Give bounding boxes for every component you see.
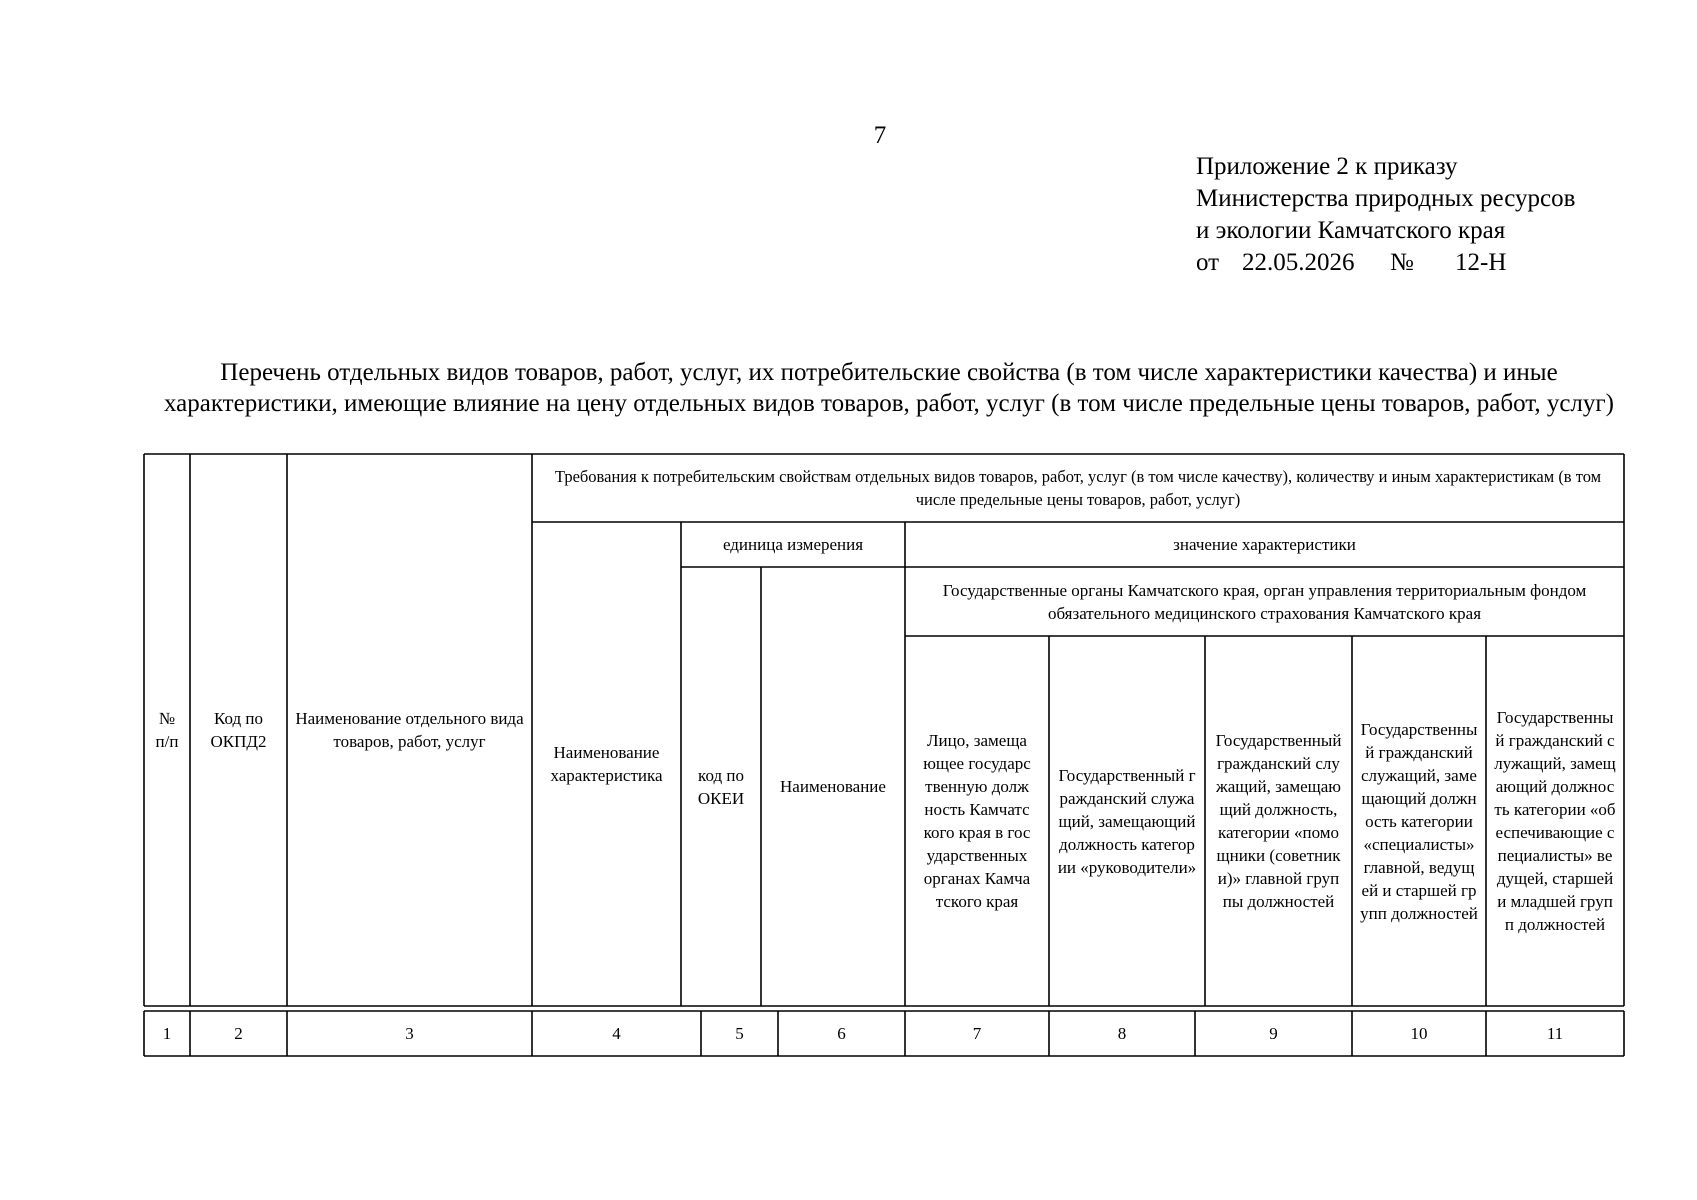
col-number-6: 6 <box>837 1024 846 1043</box>
appendix-line-2: Министерства природных ресурсов <box>1196 185 1576 212</box>
header-col-11: Государственный гражданский служащий, замещающий должность категории «обеспечивающие специалисты» ведущей, старшей и младшей групп должностей <box>1494 708 1616 934</box>
header-col-8: Государственный гражданский служащий, замещающий должность категории «руководители» <box>1057 765 1197 877</box>
header-unit: единица измерения <box>722 535 864 554</box>
col-number-3: 3 <box>405 1024 414 1043</box>
col-number-11: 11 <box>1546 1024 1564 1043</box>
col-number-5: 5 <box>735 1024 744 1043</box>
col-number-9: 9 <box>1269 1024 1278 1043</box>
header-num: № п/п <box>155 709 179 751</box>
header-product-name: Наименование отдельного вида товаров, работ, услуг <box>295 709 524 751</box>
col-number-8: 8 <box>1117 1024 1127 1043</box>
col-number-4: 4 <box>612 1024 621 1043</box>
document-title: Перечень отдельных видов товаров, работ, услуг, их потребительские свойства (в том числе характеристики качества) и иные характеристики, имеющие влияние на цену отдельных видов товаров, работ, услуг (в том числе предельные цены товаров, работ, услуг) <box>164 359 1614 417</box>
order-from-label: от <box>1196 249 1220 276</box>
col-number-10: 10 <box>1410 1024 1428 1043</box>
header-col-10: Государственный гражданский служащий, замещающий должность категории «специалисты» главной, ведущей и старшей групп должностей <box>1360 719 1478 923</box>
header-okei: код по ОКЕИ <box>697 765 745 808</box>
header-col-7: Лицо, замещающее государственную должность Камчатского края в государственных органах Камчатского края <box>923 731 1031 911</box>
header-characteristic-name: Наименование характеристика <box>550 743 663 785</box>
header-state-bodies: Государственные органы Камчатского края, орган управления территориальным фондом обязательного медицинского страхования Камчатского края <box>942 580 1587 623</box>
order-number: 12-Н <box>1455 249 1507 276</box>
appendix-order-line <box>1196 247 1575 279</box>
order-number-label: № <box>1390 249 1414 276</box>
order-date: 22.05.2026 <box>1242 249 1355 276</box>
header-requirements: Требования к потребительским свойствам отдельных видов товаров, работ, услуг (в том числе качеству), количеству и иным характеристикам (в том числе предельные цены товаров, работ, услуг) <box>554 467 1602 509</box>
page-number: 7 <box>873 122 887 149</box>
header-okpd: Код по ОКПД2 <box>210 709 267 751</box>
appendix-line-3: и экологии Камчатского края <box>1196 217 1506 244</box>
appendix-block <box>1196 151 1575 279</box>
col-number-2: 2 <box>234 1024 243 1043</box>
col-number-1: 1 <box>162 1024 172 1043</box>
col-number-7: 7 <box>972 1024 982 1043</box>
header-value: значение характеристики <box>1173 535 1356 554</box>
header-unit-name: Наименование <box>780 777 886 796</box>
header-col-9: Государственный гражданский служащий, замещающий должность, категории «помощники (советники)» главной группы должностей <box>1215 731 1342 911</box>
appendix-line-1: Приложение 2 к приказу <box>1196 153 1458 180</box>
